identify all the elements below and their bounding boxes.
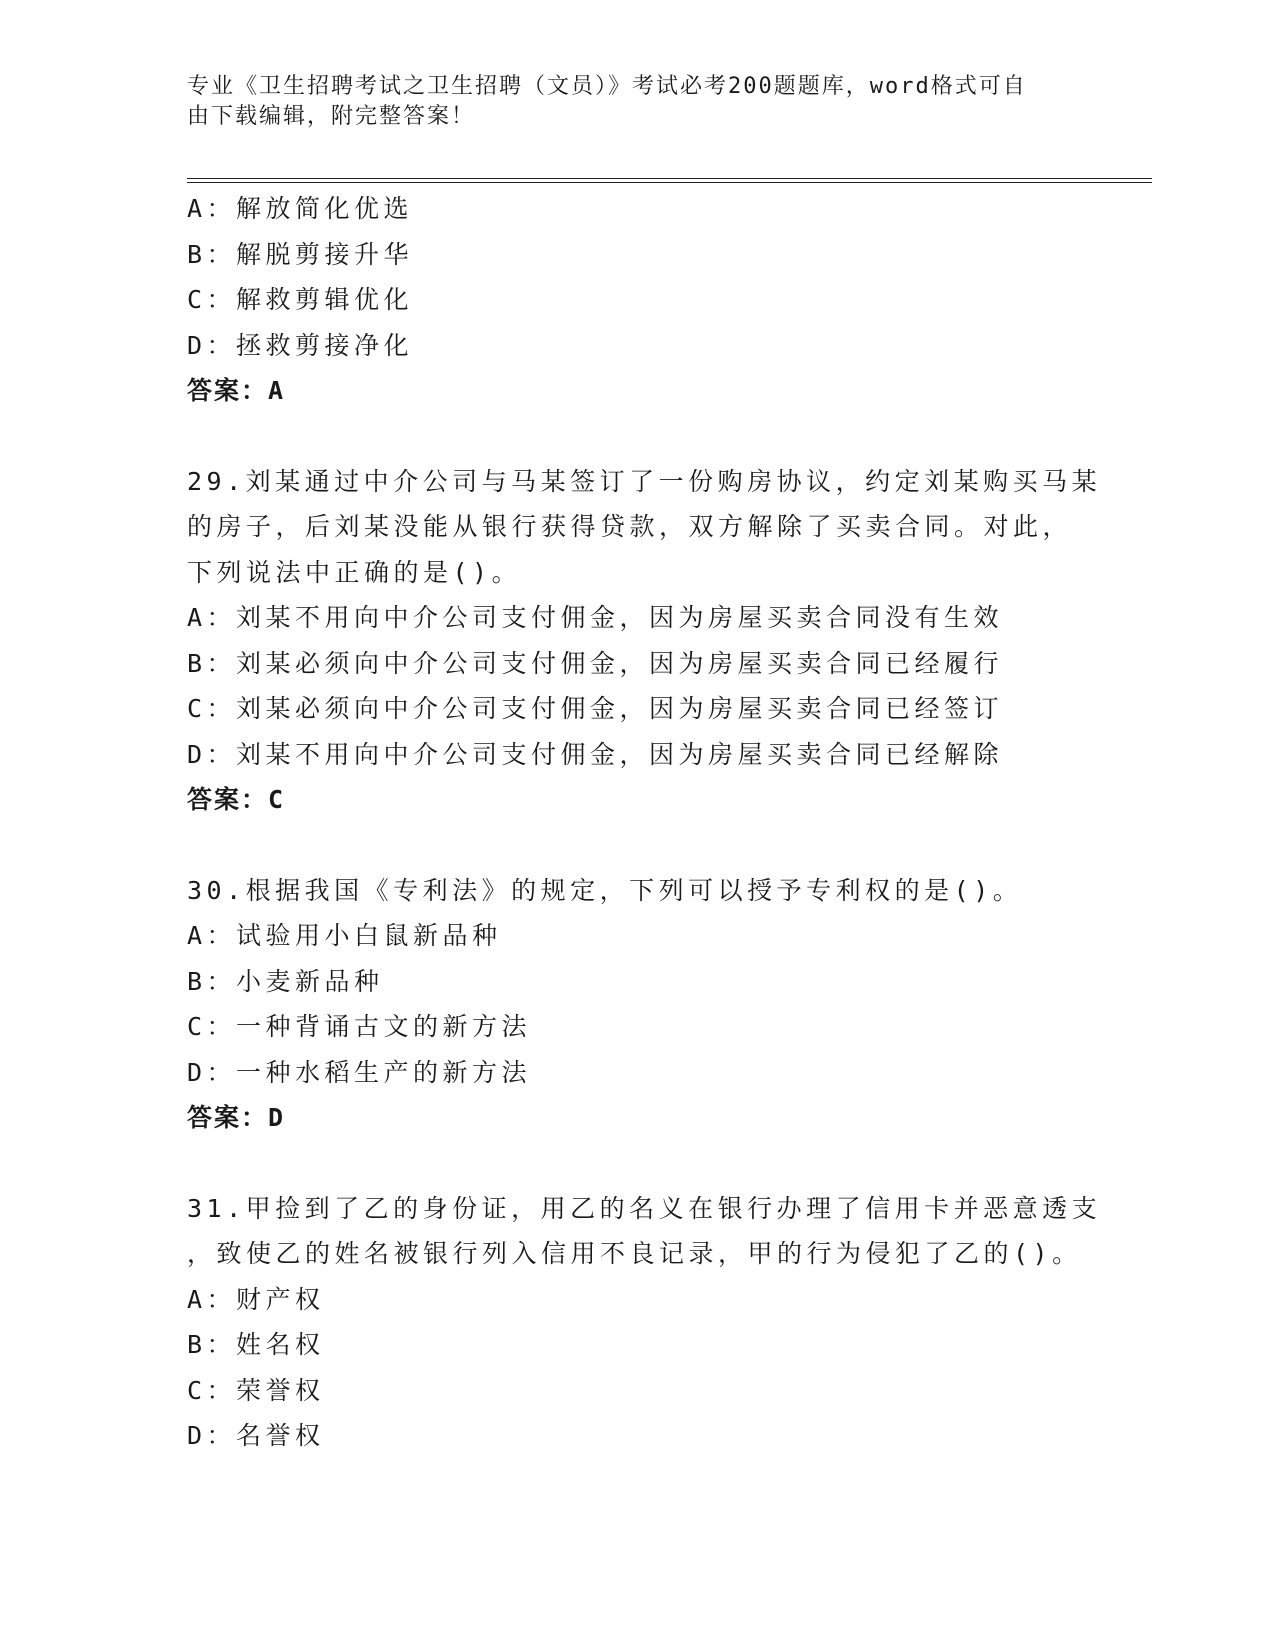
question-stem-line: 的房子，后刘某没能从银行获得贷款，双方解除了买卖合同。对此， xyxy=(187,512,1073,541)
question-stem-line: ，致使乙的姓名被银行列入信用不良记录，甲的行为侵犯了乙的()。 xyxy=(187,1239,1082,1268)
page-header xyxy=(187,72,1087,132)
option-b: B：小麦新品种 xyxy=(187,966,384,996)
option-d: D：一种水稻生产的新方法 xyxy=(187,1057,532,1087)
option-c: C：刘某必须向中介公司支付佣金，因为房屋买卖合同已经签订 xyxy=(187,694,1004,723)
answer-line: 答案：C xyxy=(187,785,286,814)
spacer xyxy=(187,1141,1147,1186)
question-stem-line: 29.刘某通过中介公司与马某签订了一份购房协议，约定刘某购买马某 xyxy=(187,466,1102,496)
header-divider-top xyxy=(187,178,1152,179)
question-stem-line: 下列说法中正确的是()。 xyxy=(187,557,522,587)
option-a: A：刘某不用向中介公司支付佣金，因为房屋买卖合同没有生效 xyxy=(187,603,1004,632)
answer-line: 答案：D xyxy=(187,1103,286,1132)
spacer xyxy=(187,414,1147,459)
option-c: C：荣誉权 xyxy=(187,1375,325,1405)
question-list xyxy=(187,186,1147,1459)
option-a: A：试验用小白鼠新品种 xyxy=(187,921,502,950)
option-b: B：刘某必须向中介公司支付佣金，因为房屋买卖合同已经履行 xyxy=(187,648,1004,678)
option-b: B：姓名权 xyxy=(187,1330,325,1359)
option-d: D：拯救剪接净化 xyxy=(187,330,414,360)
option-c: C：一种背诵古文的新方法 xyxy=(187,1012,532,1041)
spacer xyxy=(187,823,1147,868)
option-a: A：财产权 xyxy=(187,1284,325,1314)
question-stem-line: 31.甲捡到了乙的身份证，用乙的名义在银行办理了信用卡并恶意透支 xyxy=(187,1193,1102,1223)
question-31 xyxy=(187,1186,1147,1459)
question-30 xyxy=(187,868,1147,1141)
option-a: A：解放简化优选 xyxy=(187,194,414,223)
option-b: B：解脱剪接升华 xyxy=(187,239,414,269)
question-stem-line: 30.根据我国《专利法》的规定，下列可以授予专利权的是()。 xyxy=(187,875,1023,905)
header-line-2: 由下载编辑，附完整答案！ xyxy=(187,104,476,129)
answer-line: 答案：A xyxy=(187,376,286,405)
question-29 xyxy=(187,459,1147,823)
option-c: C：解救剪辑优化 xyxy=(187,285,414,314)
option-d: D：名誉权 xyxy=(187,1421,325,1450)
question-28 xyxy=(187,186,1147,414)
header-line-1: 专业《卫生招聘考试之卫生招聘（文员）》考试必考200题题库，word格式可自 xyxy=(187,74,1027,99)
header-divider-bottom xyxy=(187,182,1152,183)
option-d: D：刘某不用向中介公司支付佣金，因为房屋买卖合同已经解除 xyxy=(187,739,1004,769)
